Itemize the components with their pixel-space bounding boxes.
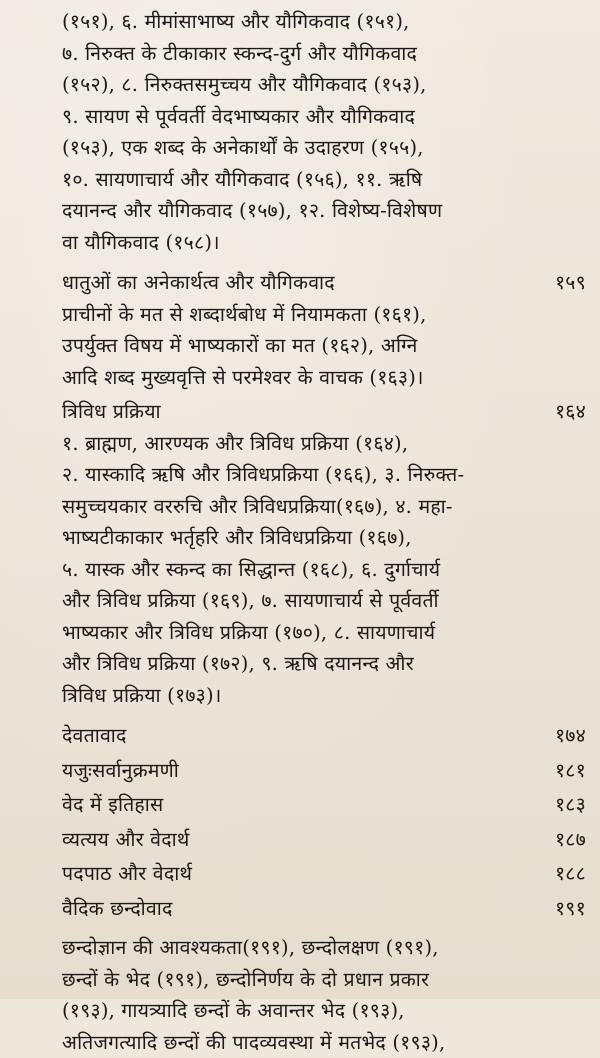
toc-entry — [0, 755, 600, 787]
entry-title: देवतावाद — [62, 724, 127, 747]
page-number: १८३ — [555, 789, 586, 821]
text-line: ९. सायण से पूर्ववर्ती वेदभाष्यकार और यौगिकवाद — [0, 101, 600, 133]
section-title: त्रिविध प्रक्रिया — [62, 400, 161, 423]
toc-entry — [0, 858, 600, 890]
page-number: १८८ — [555, 858, 586, 890]
section-heading — [0, 267, 600, 299]
section-heading — [0, 396, 600, 428]
entry-title: पदपाठ और वेदार्थ — [62, 862, 192, 885]
text-line: (१५२), ८. निरुक्तसमुच्चय और यौगिकवाद (१५३), — [0, 69, 600, 101]
text-line: छन्दोज्ञान की आवश्यकता(१९१), छन्दोलक्षण (१९१), — [0, 932, 600, 964]
text-line: छन्दों के भेद (१९१), छन्दोनिर्णय के दो प्रधान प्रकार — [0, 964, 600, 996]
text-line: दयानन्द और यौगिकवाद (१५७), १२. विशेष्य-विशेषण — [0, 195, 600, 227]
section-dhatu — [0, 267, 600, 393]
text-line: प्राचीनों के मत से शब्दार्थबोध में नियामकता (१६१), — [0, 299, 600, 331]
text-line: १. ब्राह्मण, आरण्यक और त्रिविध प्रक्रिया (१६४), — [0, 428, 600, 460]
page-number: १६४ — [555, 396, 586, 428]
text-line: (१५१), ६. मीमांसाभाष्य और यौगिकवाद (१५१), — [0, 6, 600, 38]
text-line: ७. निरुक्त के टीकाकार स्कन्द-दुर्ग और यौगिकवाद — [0, 38, 600, 70]
entry-title: यजुःसर्वानुक्रमणी — [62, 759, 179, 782]
text-line: भाष्यकार और त्रिविध प्रक्रिया (१७०), ८. सायणाचार्य — [0, 617, 600, 649]
text-line: (१५३), एक शब्द के अनेकार्थों के उदाहरण (१५५), — [0, 132, 600, 164]
text-line: समुच्चयकार वररुचि और त्रिविधप्रक्रिया(१६७), ४. महा- — [0, 491, 600, 523]
text-line: वा यौगिकवाद (१५८)। — [0, 227, 600, 259]
page-number: १५९ — [555, 267, 586, 299]
text-line: और त्रिविध प्रक्रिया (१७२), ९. ऋषि दयानन्द और — [0, 648, 600, 680]
text-line: २. यास्कादि ऋषि और त्रिविधप्रक्रिया (१६६), ३. निरुक्त- — [0, 459, 600, 491]
page-number: १७४ — [555, 720, 586, 752]
text-line: १०. सायणाचार्य और यौगिकवाद (१५६), ११. ऋषि — [0, 164, 600, 196]
toc-entry — [0, 824, 600, 856]
paragraph-last — [0, 932, 600, 1058]
text-line: ५. यास्क और स्कन्द का सिद्धान्त (१६८), ६. दुर्गाचार्य — [0, 554, 600, 586]
text-line: (१९३), गायत्र्यादि छन्दों के अवान्तर भेद (१९३), — [0, 995, 600, 1027]
text-line: और त्रिविध प्रक्रिया (१६९), ७. सायणाचार्य से पूर्ववर्ती — [0, 585, 600, 617]
text-line: अतिजगत्यादि छन्दों की पादव्यवस्था में मतभेद (१९३), — [0, 1027, 600, 1058]
paragraph-1 — [0, 6, 600, 258]
toc-entry — [0, 789, 600, 821]
section-title: धातुओं का अनेकार्थत्व और यौगिकवाद — [62, 271, 335, 294]
text-line: आदि शब्द मुख्यवृत्ति से परमेश्वर के वाचक (१६३)। — [0, 362, 600, 394]
toc-entry — [0, 720, 600, 752]
page-number: १८१ — [555, 755, 586, 787]
text-line: त्रिविध प्रक्रिया (१७३)। — [0, 680, 600, 712]
toc-entries — [0, 720, 600, 924]
entry-title: व्यत्यय और वेदार्थ — [62, 828, 189, 851]
toc-entry — [0, 893, 600, 925]
entry-title: वैदिक छन्दोवाद — [62, 897, 173, 920]
entry-title: वेद में इतिहास — [62, 793, 163, 816]
text-line: उपर्युक्त विषय में भाष्यकारों का मत (१६२), अग्नि — [0, 330, 600, 362]
page-number: १८७ — [555, 824, 586, 856]
page-number: १९१ — [555, 893, 586, 925]
text-line: भाष्यटीकाकार भर्तृहरि और त्रिविधप्रक्रिया (१६७), — [0, 522, 600, 554]
section-trividh — [0, 396, 600, 711]
